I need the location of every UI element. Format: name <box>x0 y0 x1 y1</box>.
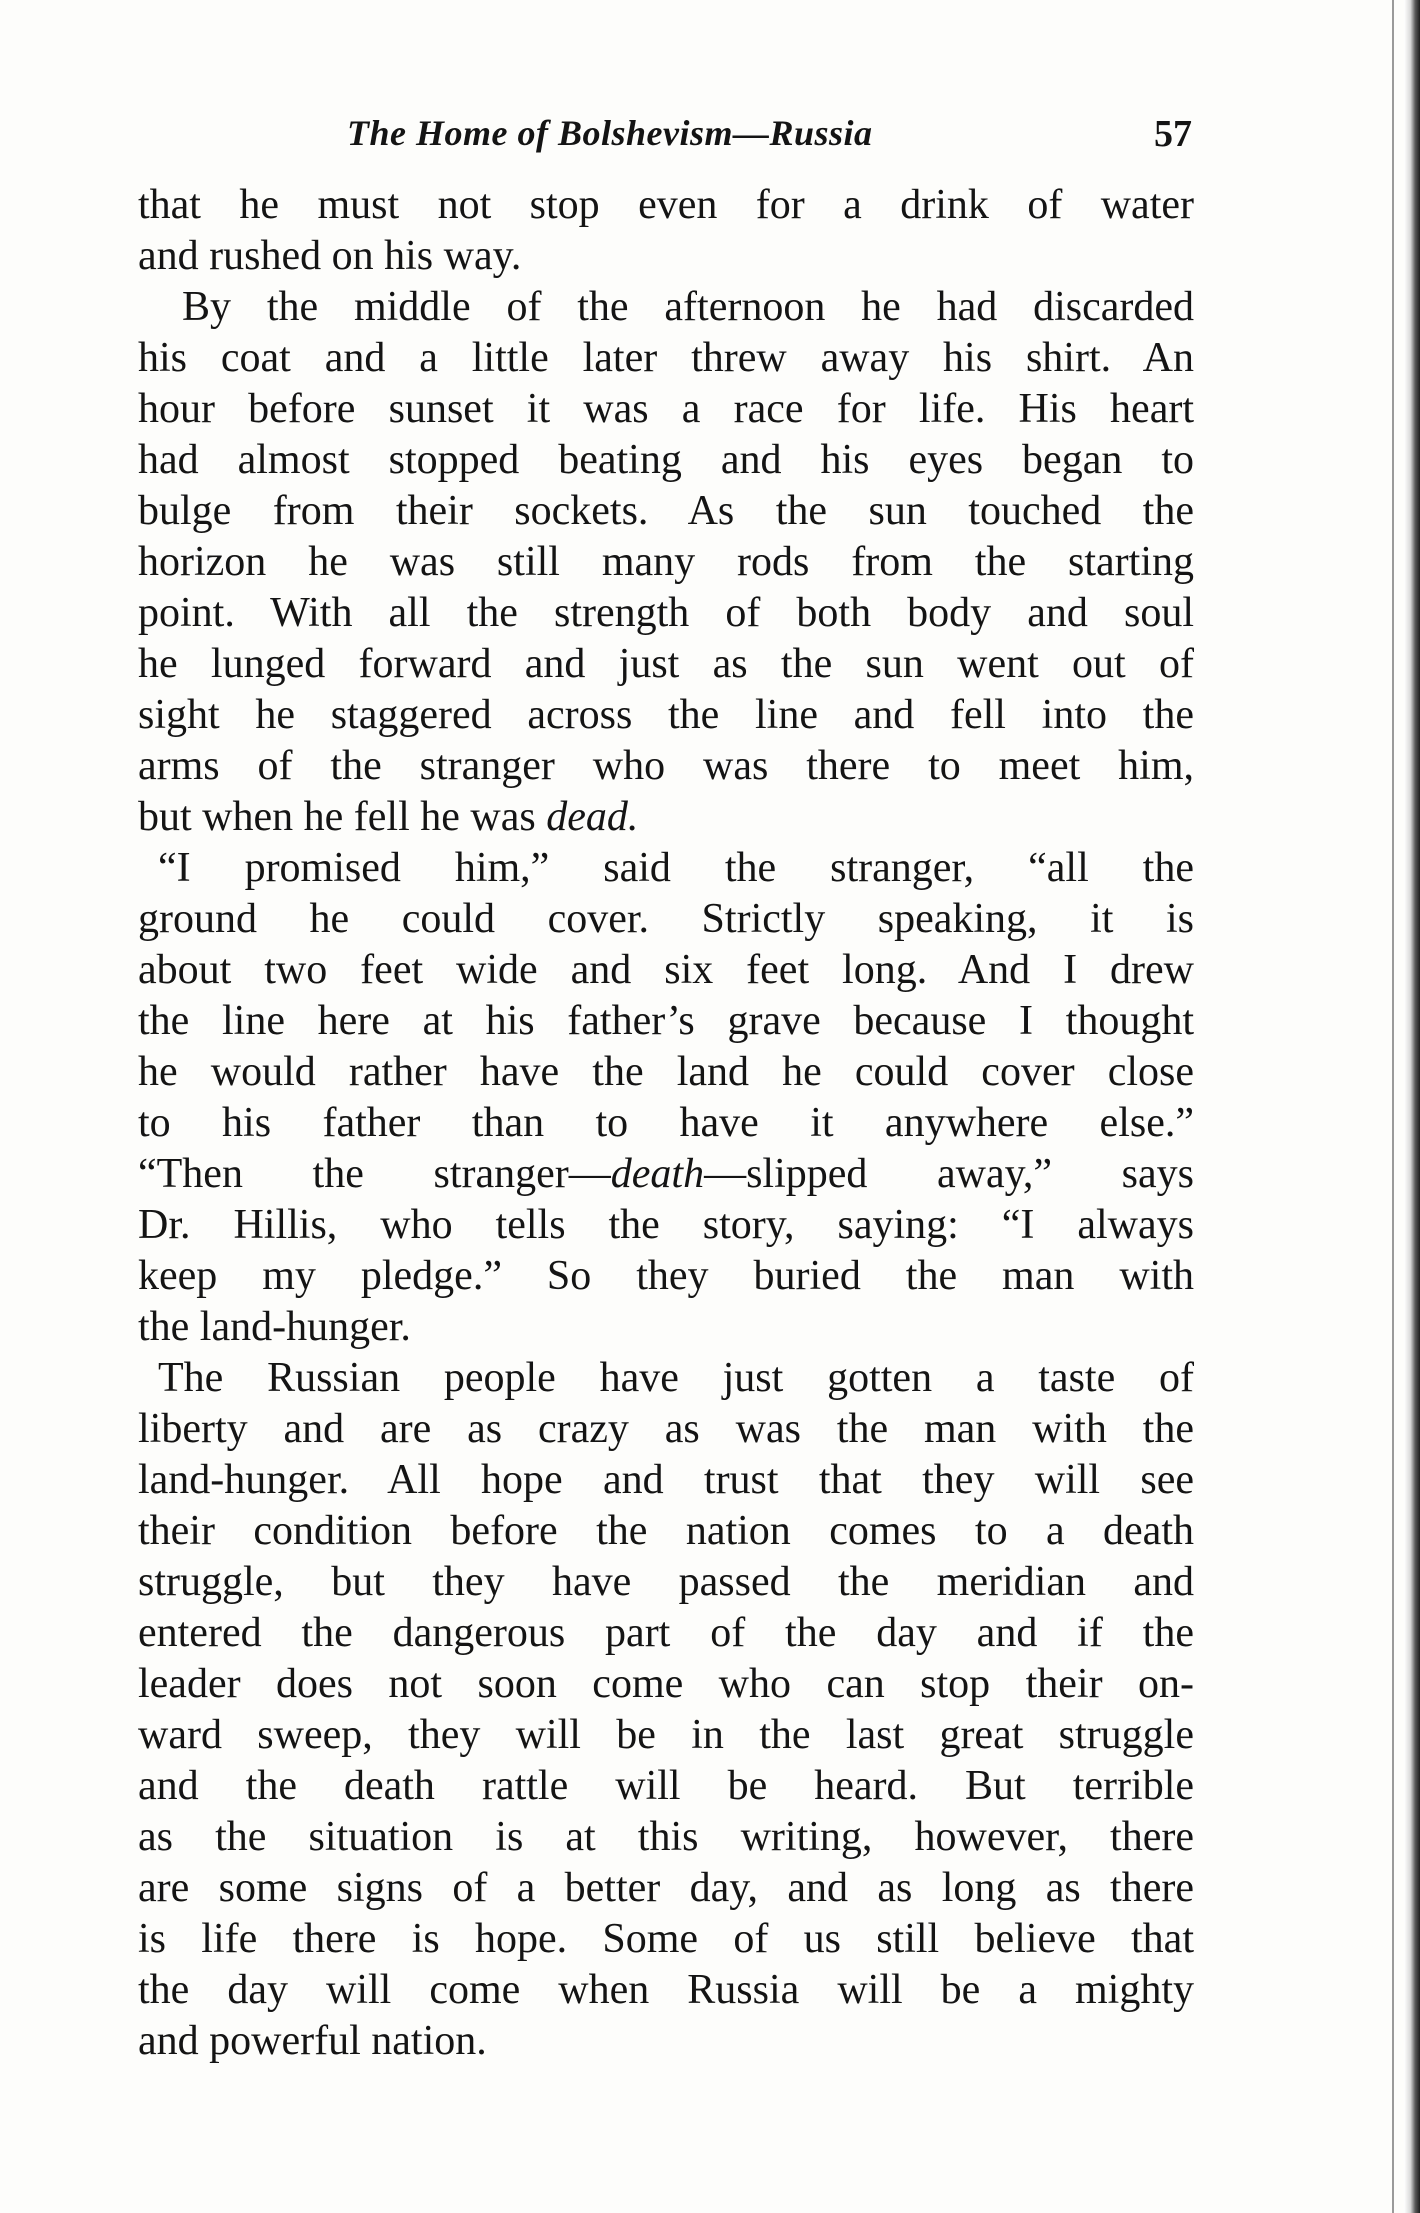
text-line: entered the dangerous part of the day and if the <box>138 1610 1194 1656</box>
text-line: are some signs of a better day, and as long as there <box>138 1865 1194 1911</box>
text-line: horizon he was still many rods from the starting <box>138 539 1194 585</box>
text-line: ground he could cover. Strictly speaking, it is <box>138 896 1194 942</box>
text-line: leader does not soon come who can stop their on- <box>138 1661 1194 1707</box>
text-line: the land-hunger. <box>138 1304 411 1350</box>
page-header <box>140 112 1192 162</box>
page-binding-edge <box>1404 0 1420 2213</box>
text-line: he lunged forward and just as the sun went out of <box>138 641 1194 687</box>
text-line: as the situation is at this writing, however, there <box>138 1814 1194 1860</box>
text-line: the day will come when Russia will be a mighty <box>138 1967 1194 2013</box>
text-line: keep my pledge.” So they buried the man with <box>138 1253 1194 1299</box>
text-line: and powerful nation. <box>138 2018 487 2064</box>
text-line: the line here at his father’s grave because I thought <box>138 998 1194 1044</box>
italic-word-dead: dead. <box>546 794 639 840</box>
text-segment: —slipped away,” says <box>704 1151 1194 1197</box>
text-segment: “Then the stranger— <box>138 1151 611 1197</box>
paragraph-start-line: The Russian people have just gotten a taste of <box>158 1355 1194 1401</box>
italic-word-death: death <box>610 1151 705 1197</box>
text-line: arms of the stranger who was there to meet him, <box>138 743 1194 789</box>
text-line: Dr. Hillis, who tells the story, saying: “I always <box>138 1202 1194 1248</box>
text-line: liberty and are as crazy as was the man with the <box>138 1406 1194 1452</box>
text-line: and rushed on his way. <box>138 233 522 279</box>
text-line: sight he staggered across the line and fell into the <box>138 692 1194 738</box>
text-line-death <box>138 1149 1194 1200</box>
text-line: about two feet wide and six feet long. And I drew <box>138 947 1194 993</box>
text-segment: but when he fell he was <box>138 794 547 840</box>
text-line: their condition before the nation comes to a death <box>138 1508 1194 1554</box>
running-title: The Home of Bolshevism—Russia <box>347 113 873 153</box>
paragraph-start-line: “I promised him,” said the stranger, “all the <box>158 845 1194 891</box>
text-line: bulge from their sockets. As the sun touched the <box>138 488 1194 534</box>
text-line: is life there is hope. Some of us still believe that <box>138 1916 1194 1962</box>
text-line-dead <box>138 792 1194 843</box>
text-line: ward sweep, they will be in the last great struggle <box>138 1712 1194 1758</box>
body-text <box>138 180 1194 2067</box>
paragraph-start-line: By the middle of the afternoon he had discarded <box>182 284 1194 330</box>
page-gutter-line <box>1392 0 1394 2213</box>
text-line: and the death rattle will be heard. But terrible <box>138 1763 1194 1809</box>
text-line: had almost stopped beating and his eyes began to <box>138 437 1194 483</box>
text-line: hour before sunset it was a race for life. His heart <box>138 386 1194 432</box>
text-line: that he must not stop even for a drink of water <box>138 182 1194 228</box>
text-line: land-hunger. All hope and trust that they will see <box>138 1457 1194 1503</box>
text-line: to his father than to have it anywhere else.” <box>138 1100 1194 1146</box>
text-line: he would rather have the land he could cover close <box>138 1049 1194 1095</box>
text-line: his coat and a little later threw away his shirt. An <box>138 335 1194 381</box>
page-number: 57 <box>1154 113 1192 155</box>
text-line: struggle, but they have passed the meridian and <box>138 1559 1194 1605</box>
text-line: point. With all the strength of both body and soul <box>138 590 1194 636</box>
